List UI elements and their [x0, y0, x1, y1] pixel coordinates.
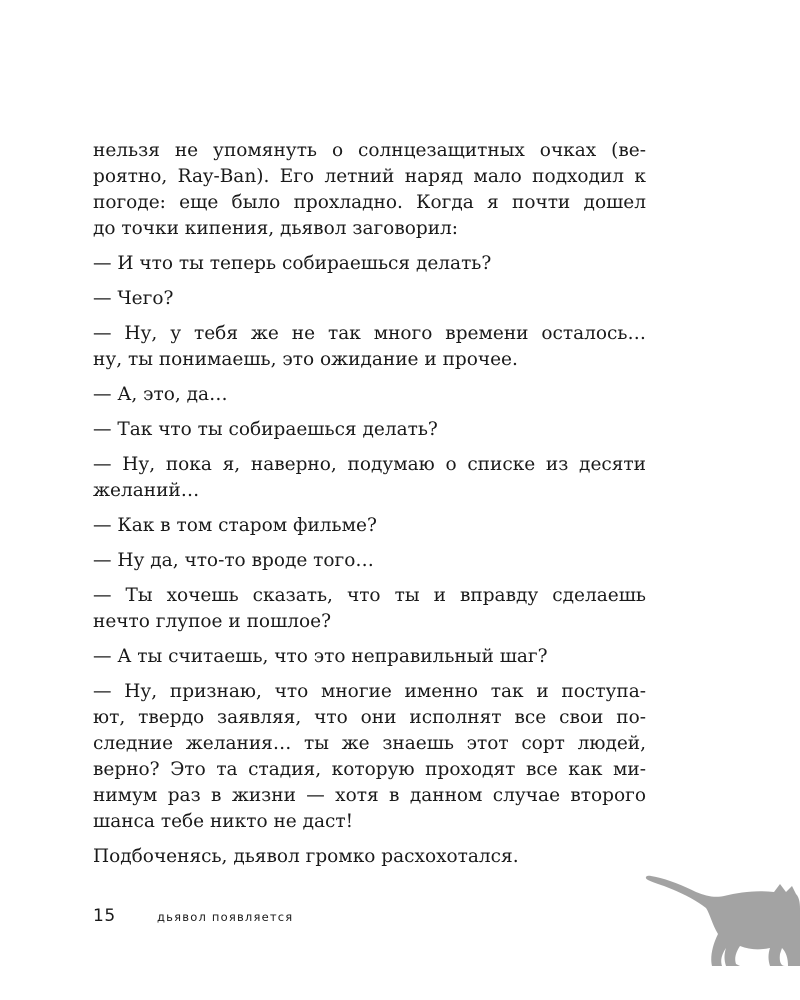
dialogue-line	[93, 583, 646, 635]
text-line: — Ну, у тебя же не так много времени осталось…	[93, 323, 646, 344]
text-line: — Ну, пока я, наверно, подумаю о списке из десяти	[93, 454, 646, 475]
text-line: — И что ты теперь собираешься делать?	[93, 253, 492, 274]
text-line: нимум раз в жизни — хотя в данном случае второго	[93, 785, 646, 806]
text-line: — Ну да, что-то вроде того…	[93, 550, 374, 571]
running-head: дьявол появляется	[157, 910, 294, 924]
text-line: — А ты считаешь, что это неправильный шаг?	[93, 646, 548, 667]
dialogue-line	[93, 251, 646, 277]
text-line: верно? Это та стадия, которую проходят все как ми-	[93, 759, 646, 780]
text-line: ну, ты понимаешь, это ожидание и прочее.	[93, 349, 518, 370]
text-line: погоде: еще было прохладно. Когда я почти дошел	[93, 192, 646, 213]
dialogue-line	[93, 382, 646, 408]
text-line: нельзя не упомянуть о солнцезащитных очках (ве-	[93, 140, 646, 161]
cat-silhouette-icon	[640, 866, 800, 966]
text-line: — А, это, да…	[93, 384, 228, 405]
body-text	[93, 138, 646, 879]
dialogue-line	[93, 548, 646, 574]
page-number: 15	[93, 906, 116, 926]
text-line: — Как в том старом фильме?	[93, 515, 377, 536]
text-line: — Ну, признаю, что многие именно так и поступа-	[93, 681, 646, 702]
text-line: до точки кипения, дьявол заговорил:	[93, 218, 459, 239]
dialogue-line	[93, 321, 646, 373]
text-line: — Так что ты собираешься делать?	[93, 419, 438, 440]
paragraph	[93, 844, 646, 870]
text-line: желаний…	[93, 480, 200, 501]
dialogue-line	[93, 417, 646, 443]
text-line: роятно, Ray-Ban). Его летний наряд мало подходил к	[93, 166, 646, 187]
dialogue-line	[93, 513, 646, 539]
text-line: следние желания… ты же знаешь этот сорт людей,	[93, 733, 646, 754]
text-line: нечто глупое и пошлое?	[93, 611, 332, 632]
paragraph	[93, 138, 646, 242]
text-line: — Чего?	[93, 288, 174, 309]
dialogue-line	[93, 644, 646, 670]
dialogue-line	[93, 286, 646, 312]
dialogue-line	[93, 679, 646, 835]
dialogue-line	[93, 452, 646, 504]
text-line: ют, твердо заявляя, что они исполнят все свои по-	[93, 707, 646, 728]
text-line: — Ты хочешь сказать, что ты и вправду сделаешь	[93, 585, 646, 606]
text-line: Подбоченясь, дьявол громко расхохотался.	[93, 846, 519, 867]
text-line: шанса тебе никто не даст!	[93, 811, 354, 832]
